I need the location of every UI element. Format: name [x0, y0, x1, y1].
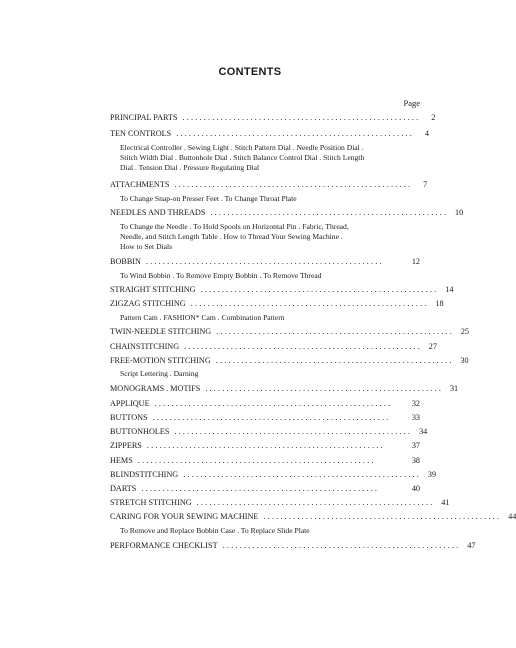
- toc-entry-blindstitching: [110, 469, 437, 480]
- toc-page-number: 31: [449, 384, 459, 393]
- toc-entry-title: CHAINSTITCHING: [110, 342, 180, 351]
- toc-entry-title: PRINCIPAL PARTS: [110, 113, 178, 122]
- toc-subtopics-line: How to Set Dials: [120, 242, 173, 251]
- toc-subtopics-line: To Remove and Replace Bobbin Case . To Replace Slide Plate: [120, 526, 310, 535]
- toc-page-number: 41: [441, 498, 450, 507]
- toc-entry-title: ZIPPERS: [110, 441, 142, 450]
- toc-page-number: 30: [460, 356, 469, 365]
- toc-page-number: 10: [455, 208, 464, 217]
- toc-page-number: 14: [445, 285, 454, 294]
- toc-entry-title: BOBBIN: [110, 257, 141, 266]
- toc-page-number: 4: [424, 129, 430, 138]
- toc-page-number: 39: [427, 470, 437, 479]
- toc-entry-stretch-stitching: [110, 497, 450, 508]
- toc-entry-bobbin: [110, 256, 420, 267]
- toc-leader-dots: ........................................................: [137, 456, 376, 465]
- toc-subtopics-line: Pattern Cam . FASHION* Cam . Combination Pattern: [120, 313, 285, 322]
- toc-entry-caring-for-your-sewing-machine: [110, 511, 516, 522]
- toc-leader-dots: ........................................................: [215, 356, 454, 365]
- toc-entry-needles-and-threads: [110, 207, 464, 218]
- toc-page-number: 32: [411, 399, 420, 408]
- toc-leader-dots: ........................................................: [146, 441, 385, 450]
- toc-entry-title: TWIN-NEEDLE STITCHING: [110, 327, 212, 336]
- toc-leader-dots: ........................................................: [196, 498, 435, 507]
- toc-entry-buttonholes: [110, 426, 428, 437]
- toc-entry-hems: [110, 455, 420, 466]
- toc-subtopics-line: To Change the Needle . To Hold Spools on Horizontal Pin . Fabric, Thread,: [120, 222, 349, 231]
- toc-subtopics-line: To Wind Bobbin . To Remove Empty Bobbin . To Remove Thread: [120, 271, 322, 280]
- toc-page-number: 12: [411, 257, 420, 266]
- toc-entry-title: PERFORMANCE CHECKLIST: [110, 541, 218, 550]
- toc-page-number: 27: [428, 342, 437, 351]
- toc-page-number: 37: [411, 441, 420, 450]
- toc-leader-dots: ........................................................: [141, 484, 380, 493]
- toc-entry-zippers: [110, 440, 420, 451]
- toc-entry-title: DARTS: [110, 484, 137, 493]
- toc-page-number: 34: [419, 427, 428, 436]
- toc-entry-performance-checklist: [110, 540, 476, 551]
- toc-entry-chainstitching: [110, 341, 437, 352]
- toc-page-number: 25: [460, 327, 470, 336]
- toc-entry-title: BLINDSTITCHING: [110, 470, 179, 479]
- toc-page-number: 38: [411, 456, 420, 465]
- toc-leader-dots: ........................................................: [174, 427, 413, 436]
- toc-entry-title: MONOGRAMS . MOTIFS: [110, 384, 201, 393]
- toc-leader-dots: ........................................................: [200, 285, 439, 294]
- toc-entry-zigzag-stitching: [110, 298, 444, 309]
- toc-entry-darts: [110, 483, 420, 494]
- toc-entry-title: FREE-MOTION STITCHING: [110, 356, 211, 365]
- toc-subtopics-line: To Change Snap-on Presser Feet . To Change Throat Plate: [120, 194, 297, 203]
- toc-leader-dots: ........................................................: [152, 413, 391, 422]
- toc-page-number: 2: [431, 113, 436, 122]
- toc-page-number: 7: [423, 180, 428, 189]
- toc-leader-dots: ........................................................: [145, 257, 384, 266]
- toc-entry-buttons: [110, 412, 420, 423]
- toc-leader-dots: ........................................................: [184, 342, 422, 351]
- toc-entry-applique: [110, 398, 420, 409]
- toc-page-number: 40: [411, 484, 420, 493]
- toc-leader-dots: ........................................................: [190, 299, 429, 308]
- toc-entry-ten-controls: [110, 128, 430, 139]
- toc-entry-title: STRAIGHT STITCHING: [110, 285, 196, 294]
- toc-entry-title: BUTTONS: [110, 413, 148, 422]
- toc-entry-monograms-motifs: [110, 383, 459, 394]
- toc-subtopics-line: Dial . Tension Dial . Pressure Regulating Dial: [120, 163, 260, 172]
- page-column-header: Page: [403, 98, 420, 108]
- toc-leader-dots: ........................................................: [205, 384, 444, 393]
- toc-subtopics-line: Needle, and Stitch Length Table . How to Thread Your Sewing Machine .: [120, 232, 343, 241]
- toc-entry-principal-parts: [110, 112, 436, 123]
- toc-leader-dots: ........................................................: [154, 399, 393, 408]
- toc-entry-title: HEMS: [110, 456, 133, 465]
- toc-subtopics-line: Electrical Controller . Sewing Light . Stitch Pattern Dial . Needle Position Dial .: [120, 143, 364, 152]
- toc-entry-title: STRETCH STITCHING: [110, 498, 192, 507]
- toc-entry-title: CARING FOR YOUR SEWING MACHINE: [110, 512, 259, 521]
- toc-entry-title: ZIGZAG STITCHING: [110, 299, 186, 308]
- toc-entry-twin-needle-stitching: [110, 326, 470, 337]
- toc-page-number: 33: [411, 413, 420, 422]
- toc-page-number: 44: [508, 512, 516, 521]
- toc-entry-title: APPLIQUE: [110, 399, 150, 408]
- toc-leader-dots: ........................................................: [176, 129, 415, 138]
- toc-subtopics-line: Script Lettering . Darning: [120, 369, 199, 378]
- toc-subtopics-line: Stitch Width Dial . Buttonhole Dial . Stitch Balance Control Dial . Stitch Length: [120, 153, 365, 162]
- toc-leader-dots: ........................................................: [216, 327, 455, 336]
- toc-entry-title: BUTTONHOLES: [110, 427, 170, 436]
- toc-entry-title: NEEDLES AND THREADS: [110, 208, 206, 217]
- toc-leader-dots: ........................................................: [263, 512, 502, 521]
- toc-page-number: 47: [467, 541, 476, 550]
- toc-leader-dots: ........................................................: [183, 470, 422, 479]
- toc-entry-attachments: [110, 179, 428, 190]
- toc-entry-free-motion-stitching: [110, 355, 469, 366]
- toc-leader-dots: ........................................................: [182, 113, 421, 122]
- toc-leader-dots: ........................................................: [174, 180, 413, 189]
- toc-entry-straight-stitching: [110, 284, 454, 295]
- page-title: CONTENTS: [218, 66, 282, 78]
- toc-entry-title: TEN CONTROLS: [110, 129, 172, 138]
- toc-entry-title: ATTACHMENTS: [110, 180, 170, 189]
- toc-leader-dots: ........................................................: [222, 541, 461, 550]
- toc-page-number: 18: [435, 299, 444, 308]
- toc-leader-dots: ........................................................: [210, 208, 449, 217]
